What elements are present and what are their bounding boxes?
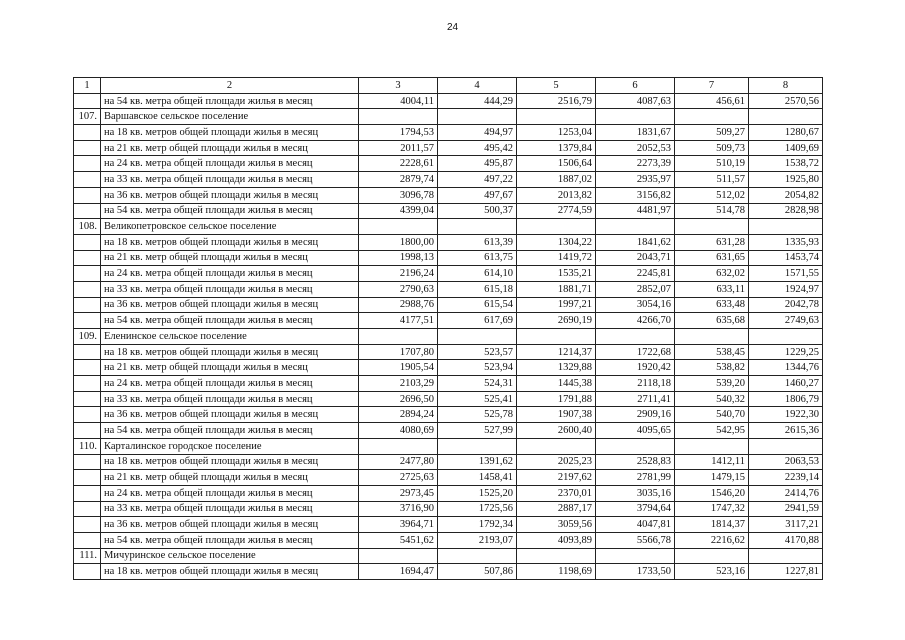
value-cell-col4: 525,78	[438, 407, 517, 423]
empty-cell	[749, 109, 823, 125]
value-cell-col3: 2228,61	[359, 156, 438, 172]
table-row	[74, 407, 823, 423]
row-label: на 54 кв. метра общей площади жилья в месяц	[101, 532, 359, 548]
value-cell-col6: 2043,71	[596, 250, 675, 266]
section-title: Мичуринское сельское поселение	[101, 548, 359, 564]
value-cell-col8: 1409,69	[749, 140, 823, 156]
value-cell-col5: 1881,71	[517, 281, 596, 297]
value-cell-col8: 1922,30	[749, 407, 823, 423]
column-number-3: 3	[359, 78, 438, 94]
value-cell-col6: 3035,16	[596, 485, 675, 501]
value-cell-col4: 500,37	[438, 203, 517, 219]
table-row	[74, 391, 823, 407]
value-cell-col7: 1747,32	[675, 501, 749, 517]
table-row	[74, 203, 823, 219]
value-cell-col5: 2774,59	[517, 203, 596, 219]
empty-cell	[74, 140, 101, 156]
value-cell-col6: 2245,81	[596, 266, 675, 282]
empty-cell	[74, 203, 101, 219]
value-cell-col6: 4095,65	[596, 423, 675, 439]
value-cell-col8: 3117,21	[749, 517, 823, 533]
value-cell-col3: 4177,51	[359, 313, 438, 329]
empty-cell	[359, 109, 438, 125]
empty-cell	[517, 329, 596, 345]
row-label: на 24 кв. метра общей площади жилья в месяц	[101, 266, 359, 282]
section-title: Варшавское сельское поселение	[101, 109, 359, 125]
value-cell-col6: 1841,62	[596, 234, 675, 250]
row-label: на 21 кв. метр общей площади жилья в месяц	[101, 250, 359, 266]
value-cell-col3: 2696,50	[359, 391, 438, 407]
value-cell-col8: 1924,97	[749, 281, 823, 297]
section-row	[74, 109, 823, 125]
value-cell-col6: 2935,97	[596, 172, 675, 188]
value-cell-col3: 4399,04	[359, 203, 438, 219]
value-cell-col4: 494,97	[438, 125, 517, 141]
value-cell-col7: 509,27	[675, 125, 749, 141]
table-row	[74, 172, 823, 188]
table-row	[74, 376, 823, 392]
column-number-2: 2	[101, 78, 359, 94]
empty-cell	[74, 470, 101, 486]
row-label: на 54 кв. метра общей площади жилья в месяц	[101, 93, 359, 109]
empty-cell	[74, 172, 101, 188]
value-cell-col4: 527,99	[438, 423, 517, 439]
value-cell-col6: 4047,81	[596, 517, 675, 533]
value-cell-col5: 2887,17	[517, 501, 596, 517]
value-cell-col5: 1506,64	[517, 156, 596, 172]
empty-cell	[74, 532, 101, 548]
row-label: на 21 кв. метр общей площади жилья в месяц	[101, 360, 359, 376]
empty-cell	[359, 438, 438, 454]
value-cell-col8: 2570,56	[749, 93, 823, 109]
empty-cell	[74, 313, 101, 329]
value-cell-col4: 1792,34	[438, 517, 517, 533]
value-cell-col8: 1227,81	[749, 564, 823, 580]
value-cell-col7: 540,70	[675, 407, 749, 423]
value-cell-col4: 523,57	[438, 344, 517, 360]
value-cell-col4: 1458,41	[438, 470, 517, 486]
empty-cell	[74, 454, 101, 470]
value-cell-col3: 1794,53	[359, 125, 438, 141]
empty-cell	[438, 219, 517, 235]
empty-cell	[675, 219, 749, 235]
value-cell-col6: 2711,41	[596, 391, 675, 407]
empty-cell	[517, 109, 596, 125]
value-cell-col7: 538,45	[675, 344, 749, 360]
empty-cell	[74, 250, 101, 266]
value-cell-col8: 1280,67	[749, 125, 823, 141]
value-cell-col6: 2528,83	[596, 454, 675, 470]
value-cell-col8: 4170,88	[749, 532, 823, 548]
empty-cell	[74, 360, 101, 376]
value-cell-col3: 4004,11	[359, 93, 438, 109]
table-row	[74, 313, 823, 329]
row-label: на 36 кв. метров общей площади жилья в месяц	[101, 517, 359, 533]
empty-cell	[675, 109, 749, 125]
value-cell-col4: 615,18	[438, 281, 517, 297]
value-cell-col7: 539,20	[675, 376, 749, 392]
value-cell-col6: 4087,63	[596, 93, 675, 109]
row-label: на 36 кв. метров общей площади жилья в месяц	[101, 187, 359, 203]
value-cell-col7: 635,68	[675, 313, 749, 329]
value-cell-col3: 2879,74	[359, 172, 438, 188]
value-cell-col5: 2600,40	[517, 423, 596, 439]
empty-cell	[749, 548, 823, 564]
value-cell-col3: 2011,57	[359, 140, 438, 156]
empty-cell	[74, 485, 101, 501]
value-cell-col8: 2749,63	[749, 313, 823, 329]
value-cell-col5: 1304,22	[517, 234, 596, 250]
table-row	[74, 187, 823, 203]
value-cell-col6: 4266,70	[596, 313, 675, 329]
empty-cell	[74, 376, 101, 392]
empty-cell	[517, 548, 596, 564]
value-cell-col8: 1538,72	[749, 156, 823, 172]
value-cell-col5: 2516,79	[517, 93, 596, 109]
tariff-table	[73, 77, 823, 580]
value-cell-col7: 511,57	[675, 172, 749, 188]
table-row	[74, 532, 823, 548]
value-cell-col5: 1253,04	[517, 125, 596, 141]
value-cell-col7: 540,32	[675, 391, 749, 407]
row-label: на 36 кв. метров общей площади жилья в месяц	[101, 407, 359, 423]
table-row	[74, 250, 823, 266]
table-row	[74, 266, 823, 282]
row-label: на 33 кв. метра общей площади жилья в месяц	[101, 172, 359, 188]
value-cell-col7: 512,02	[675, 187, 749, 203]
column-number-6: 6	[596, 78, 675, 94]
value-cell-col7: 538,82	[675, 360, 749, 376]
empty-cell	[749, 219, 823, 235]
value-cell-col8: 1344,76	[749, 360, 823, 376]
value-cell-col7: 514,78	[675, 203, 749, 219]
value-cell-col3: 1800,00	[359, 234, 438, 250]
value-cell-col8: 2414,76	[749, 485, 823, 501]
table-row	[74, 156, 823, 172]
table-row	[74, 485, 823, 501]
value-cell-col4: 613,39	[438, 234, 517, 250]
value-cell-col7: 1546,20	[675, 485, 749, 501]
row-label: на 21 кв. метр общей площади жилья в месяц	[101, 140, 359, 156]
value-cell-col4: 1525,20	[438, 485, 517, 501]
value-cell-col5: 1997,21	[517, 297, 596, 313]
row-label: на 18 кв. метров общей площади жилья в месяц	[101, 564, 359, 580]
value-cell-col4: 507,86	[438, 564, 517, 580]
empty-cell	[74, 93, 101, 109]
value-cell-col7: 510,19	[675, 156, 749, 172]
section-title: Еленинское сельское поселение	[101, 329, 359, 345]
table-row	[74, 234, 823, 250]
value-cell-col6: 3054,16	[596, 297, 675, 313]
empty-cell	[359, 219, 438, 235]
value-cell-col7: 456,61	[675, 93, 749, 109]
section-index: 109.	[74, 329, 101, 345]
value-cell-col6: 1733,50	[596, 564, 675, 580]
section-row	[74, 438, 823, 454]
table-row	[74, 360, 823, 376]
empty-cell	[438, 548, 517, 564]
value-cell-col7: 631,65	[675, 250, 749, 266]
table-row	[74, 454, 823, 470]
section-index: 107.	[74, 109, 101, 125]
value-cell-col3: 2103,29	[359, 376, 438, 392]
value-cell-col3: 1694,47	[359, 564, 438, 580]
value-cell-col5: 2370,01	[517, 485, 596, 501]
value-cell-col5: 2690,19	[517, 313, 596, 329]
section-title: Карталинское городское поселение	[101, 438, 359, 454]
empty-cell	[596, 329, 675, 345]
row-label: на 33 кв. метра общей площади жилья в месяц	[101, 391, 359, 407]
value-cell-col6: 1831,67	[596, 125, 675, 141]
value-cell-col8: 2239,14	[749, 470, 823, 486]
value-cell-col3: 2973,45	[359, 485, 438, 501]
value-cell-col3: 2894,24	[359, 407, 438, 423]
empty-cell	[675, 548, 749, 564]
value-cell-col5: 2197,62	[517, 470, 596, 486]
value-cell-col3: 2196,24	[359, 266, 438, 282]
empty-cell	[74, 297, 101, 313]
value-cell-col4: 524,31	[438, 376, 517, 392]
value-cell-col4: 614,10	[438, 266, 517, 282]
value-cell-col8: 1925,80	[749, 172, 823, 188]
section-row	[74, 219, 823, 235]
value-cell-col4: 444,29	[438, 93, 517, 109]
empty-cell	[596, 548, 675, 564]
empty-cell	[74, 125, 101, 141]
value-cell-col4: 1391,62	[438, 454, 517, 470]
value-cell-col6: 1920,42	[596, 360, 675, 376]
empty-cell	[74, 391, 101, 407]
value-cell-col7: 542,95	[675, 423, 749, 439]
value-cell-col3: 1707,80	[359, 344, 438, 360]
value-cell-col4: 613,75	[438, 250, 517, 266]
value-cell-col8: 2941,59	[749, 501, 823, 517]
empty-cell	[596, 438, 675, 454]
section-row	[74, 548, 823, 564]
value-cell-col4: 617,69	[438, 313, 517, 329]
row-label: на 54 кв. метра общей площади жилья в месяц	[101, 423, 359, 439]
value-cell-col8: 1806,79	[749, 391, 823, 407]
table-row	[74, 344, 823, 360]
value-cell-col8: 2063,53	[749, 454, 823, 470]
value-cell-col6: 2118,18	[596, 376, 675, 392]
value-cell-col3: 4080,69	[359, 423, 438, 439]
value-cell-col6: 2273,39	[596, 156, 675, 172]
value-cell-col5: 1445,38	[517, 376, 596, 392]
value-cell-col3: 1998,13	[359, 250, 438, 266]
value-cell-col6: 3156,82	[596, 187, 675, 203]
empty-cell	[74, 407, 101, 423]
value-cell-col5: 1214,37	[517, 344, 596, 360]
value-cell-col5: 1791,88	[517, 391, 596, 407]
section-row	[74, 329, 823, 345]
empty-cell	[596, 109, 675, 125]
value-cell-col3: 2477,80	[359, 454, 438, 470]
value-cell-col6: 2909,16	[596, 407, 675, 423]
value-cell-col4: 615,54	[438, 297, 517, 313]
empty-cell	[74, 517, 101, 533]
empty-cell	[749, 329, 823, 345]
empty-cell	[74, 564, 101, 580]
empty-cell	[74, 234, 101, 250]
value-cell-col6: 1722,68	[596, 344, 675, 360]
table-row	[74, 281, 823, 297]
empty-cell	[74, 187, 101, 203]
value-cell-col4: 525,41	[438, 391, 517, 407]
value-cell-col6: 2781,99	[596, 470, 675, 486]
value-cell-col5: 2013,82	[517, 187, 596, 203]
value-cell-col7: 633,48	[675, 297, 749, 313]
value-cell-col6: 5566,78	[596, 532, 675, 548]
value-cell-col7: 633,11	[675, 281, 749, 297]
page-number: 24	[446, 22, 459, 33]
header-row	[74, 78, 823, 94]
section-index: 111.	[74, 548, 101, 564]
empty-cell	[438, 109, 517, 125]
value-cell-col8: 1335,93	[749, 234, 823, 250]
empty-cell	[359, 548, 438, 564]
empty-cell	[517, 219, 596, 235]
value-cell-col5: 1379,84	[517, 140, 596, 156]
value-cell-col4: 495,87	[438, 156, 517, 172]
value-cell-col5: 3059,56	[517, 517, 596, 533]
table-row	[74, 517, 823, 533]
value-cell-col7: 1814,37	[675, 517, 749, 533]
value-cell-col3: 5451,62	[359, 532, 438, 548]
value-cell-col3: 3716,90	[359, 501, 438, 517]
value-cell-col3: 2988,76	[359, 297, 438, 313]
table-row	[74, 125, 823, 141]
value-cell-col5: 2025,23	[517, 454, 596, 470]
value-cell-col8: 2615,36	[749, 423, 823, 439]
value-cell-col3: 3096,78	[359, 187, 438, 203]
column-number-8: 8	[749, 78, 823, 94]
empty-cell	[74, 266, 101, 282]
section-index: 110.	[74, 438, 101, 454]
value-cell-col8: 1453,74	[749, 250, 823, 266]
value-cell-col3: 2725,63	[359, 470, 438, 486]
table-row	[74, 140, 823, 156]
empty-cell	[438, 438, 517, 454]
table-row	[74, 93, 823, 109]
column-number-4: 4	[438, 78, 517, 94]
row-label: на 18 кв. метров общей площади жилья в месяц	[101, 125, 359, 141]
value-cell-col5: 1419,72	[517, 250, 596, 266]
value-cell-col4: 523,94	[438, 360, 517, 376]
value-cell-col6: 2052,53	[596, 140, 675, 156]
section-index: 108.	[74, 219, 101, 235]
value-cell-col8: 1571,55	[749, 266, 823, 282]
empty-cell	[359, 329, 438, 345]
value-cell-col3: 3964,71	[359, 517, 438, 533]
empty-cell	[438, 329, 517, 345]
value-cell-col5: 1198,69	[517, 564, 596, 580]
value-cell-col8: 2828,98	[749, 203, 823, 219]
column-number-5: 5	[517, 78, 596, 94]
column-number-1: 1	[74, 78, 101, 94]
value-cell-col5: 1907,38	[517, 407, 596, 423]
empty-cell	[596, 219, 675, 235]
row-label: на 18 кв. метров общей площади жилья в месяц	[101, 234, 359, 250]
value-cell-col4: 2193,07	[438, 532, 517, 548]
value-cell-col4: 495,42	[438, 140, 517, 156]
value-cell-col6: 4481,97	[596, 203, 675, 219]
empty-cell	[74, 501, 101, 517]
value-cell-col8: 1460,27	[749, 376, 823, 392]
value-cell-col7: 632,02	[675, 266, 749, 282]
empty-cell	[517, 438, 596, 454]
row-label: на 24 кв. метра общей площади жилья в месяц	[101, 376, 359, 392]
row-label: на 36 кв. метров общей площади жилья в месяц	[101, 297, 359, 313]
value-cell-col7: 1479,15	[675, 470, 749, 486]
value-cell-col7: 1412,11	[675, 454, 749, 470]
row-label: на 54 кв. метра общей площади жилья в месяц	[101, 203, 359, 219]
empty-cell	[74, 423, 101, 439]
row-label: на 18 кв. метров общей площади жилья в месяц	[101, 344, 359, 360]
row-label: на 33 кв. метра общей площади жилья в месяц	[101, 501, 359, 517]
row-label: на 21 кв. метр общей площади жилья в месяц	[101, 470, 359, 486]
section-title: Великопетровское сельское поселение	[101, 219, 359, 235]
empty-cell	[675, 438, 749, 454]
table-row	[74, 501, 823, 517]
value-cell-col3: 2790,63	[359, 281, 438, 297]
value-cell-col6: 3794,64	[596, 501, 675, 517]
value-cell-col8: 2042,78	[749, 297, 823, 313]
value-cell-col5: 4093,89	[517, 532, 596, 548]
row-label: на 18 кв. метров общей площади жилья в месяц	[101, 454, 359, 470]
value-cell-col8: 2054,82	[749, 187, 823, 203]
value-cell-col5: 1329,88	[517, 360, 596, 376]
value-cell-col6: 2852,07	[596, 281, 675, 297]
empty-cell	[74, 344, 101, 360]
empty-cell	[749, 438, 823, 454]
row-label: на 24 кв. метра общей площади жилья в месяц	[101, 156, 359, 172]
table-row	[74, 564, 823, 580]
value-cell-col4: 497,67	[438, 187, 517, 203]
row-label: на 33 кв. метра общей площади жилья в месяц	[101, 281, 359, 297]
table-row	[74, 423, 823, 439]
value-cell-col5: 1887,02	[517, 172, 596, 188]
value-cell-col4: 497,22	[438, 172, 517, 188]
table-body	[74, 78, 823, 580]
value-cell-col7: 631,28	[675, 234, 749, 250]
value-cell-col8: 1229,25	[749, 344, 823, 360]
column-number-7: 7	[675, 78, 749, 94]
empty-cell	[675, 329, 749, 345]
value-cell-col7: 523,16	[675, 564, 749, 580]
value-cell-col5: 1535,21	[517, 266, 596, 282]
row-label: на 24 кв. метра общей площади жилья в месяц	[101, 485, 359, 501]
row-label: на 54 кв. метра общей площади жилья в месяц	[101, 313, 359, 329]
empty-cell	[74, 156, 101, 172]
value-cell-col3: 1905,54	[359, 360, 438, 376]
value-cell-col7: 509,73	[675, 140, 749, 156]
value-cell-col4: 1725,56	[438, 501, 517, 517]
value-cell-col7: 2216,62	[675, 532, 749, 548]
table-row	[74, 297, 823, 313]
empty-cell	[74, 281, 101, 297]
table-row	[74, 470, 823, 486]
